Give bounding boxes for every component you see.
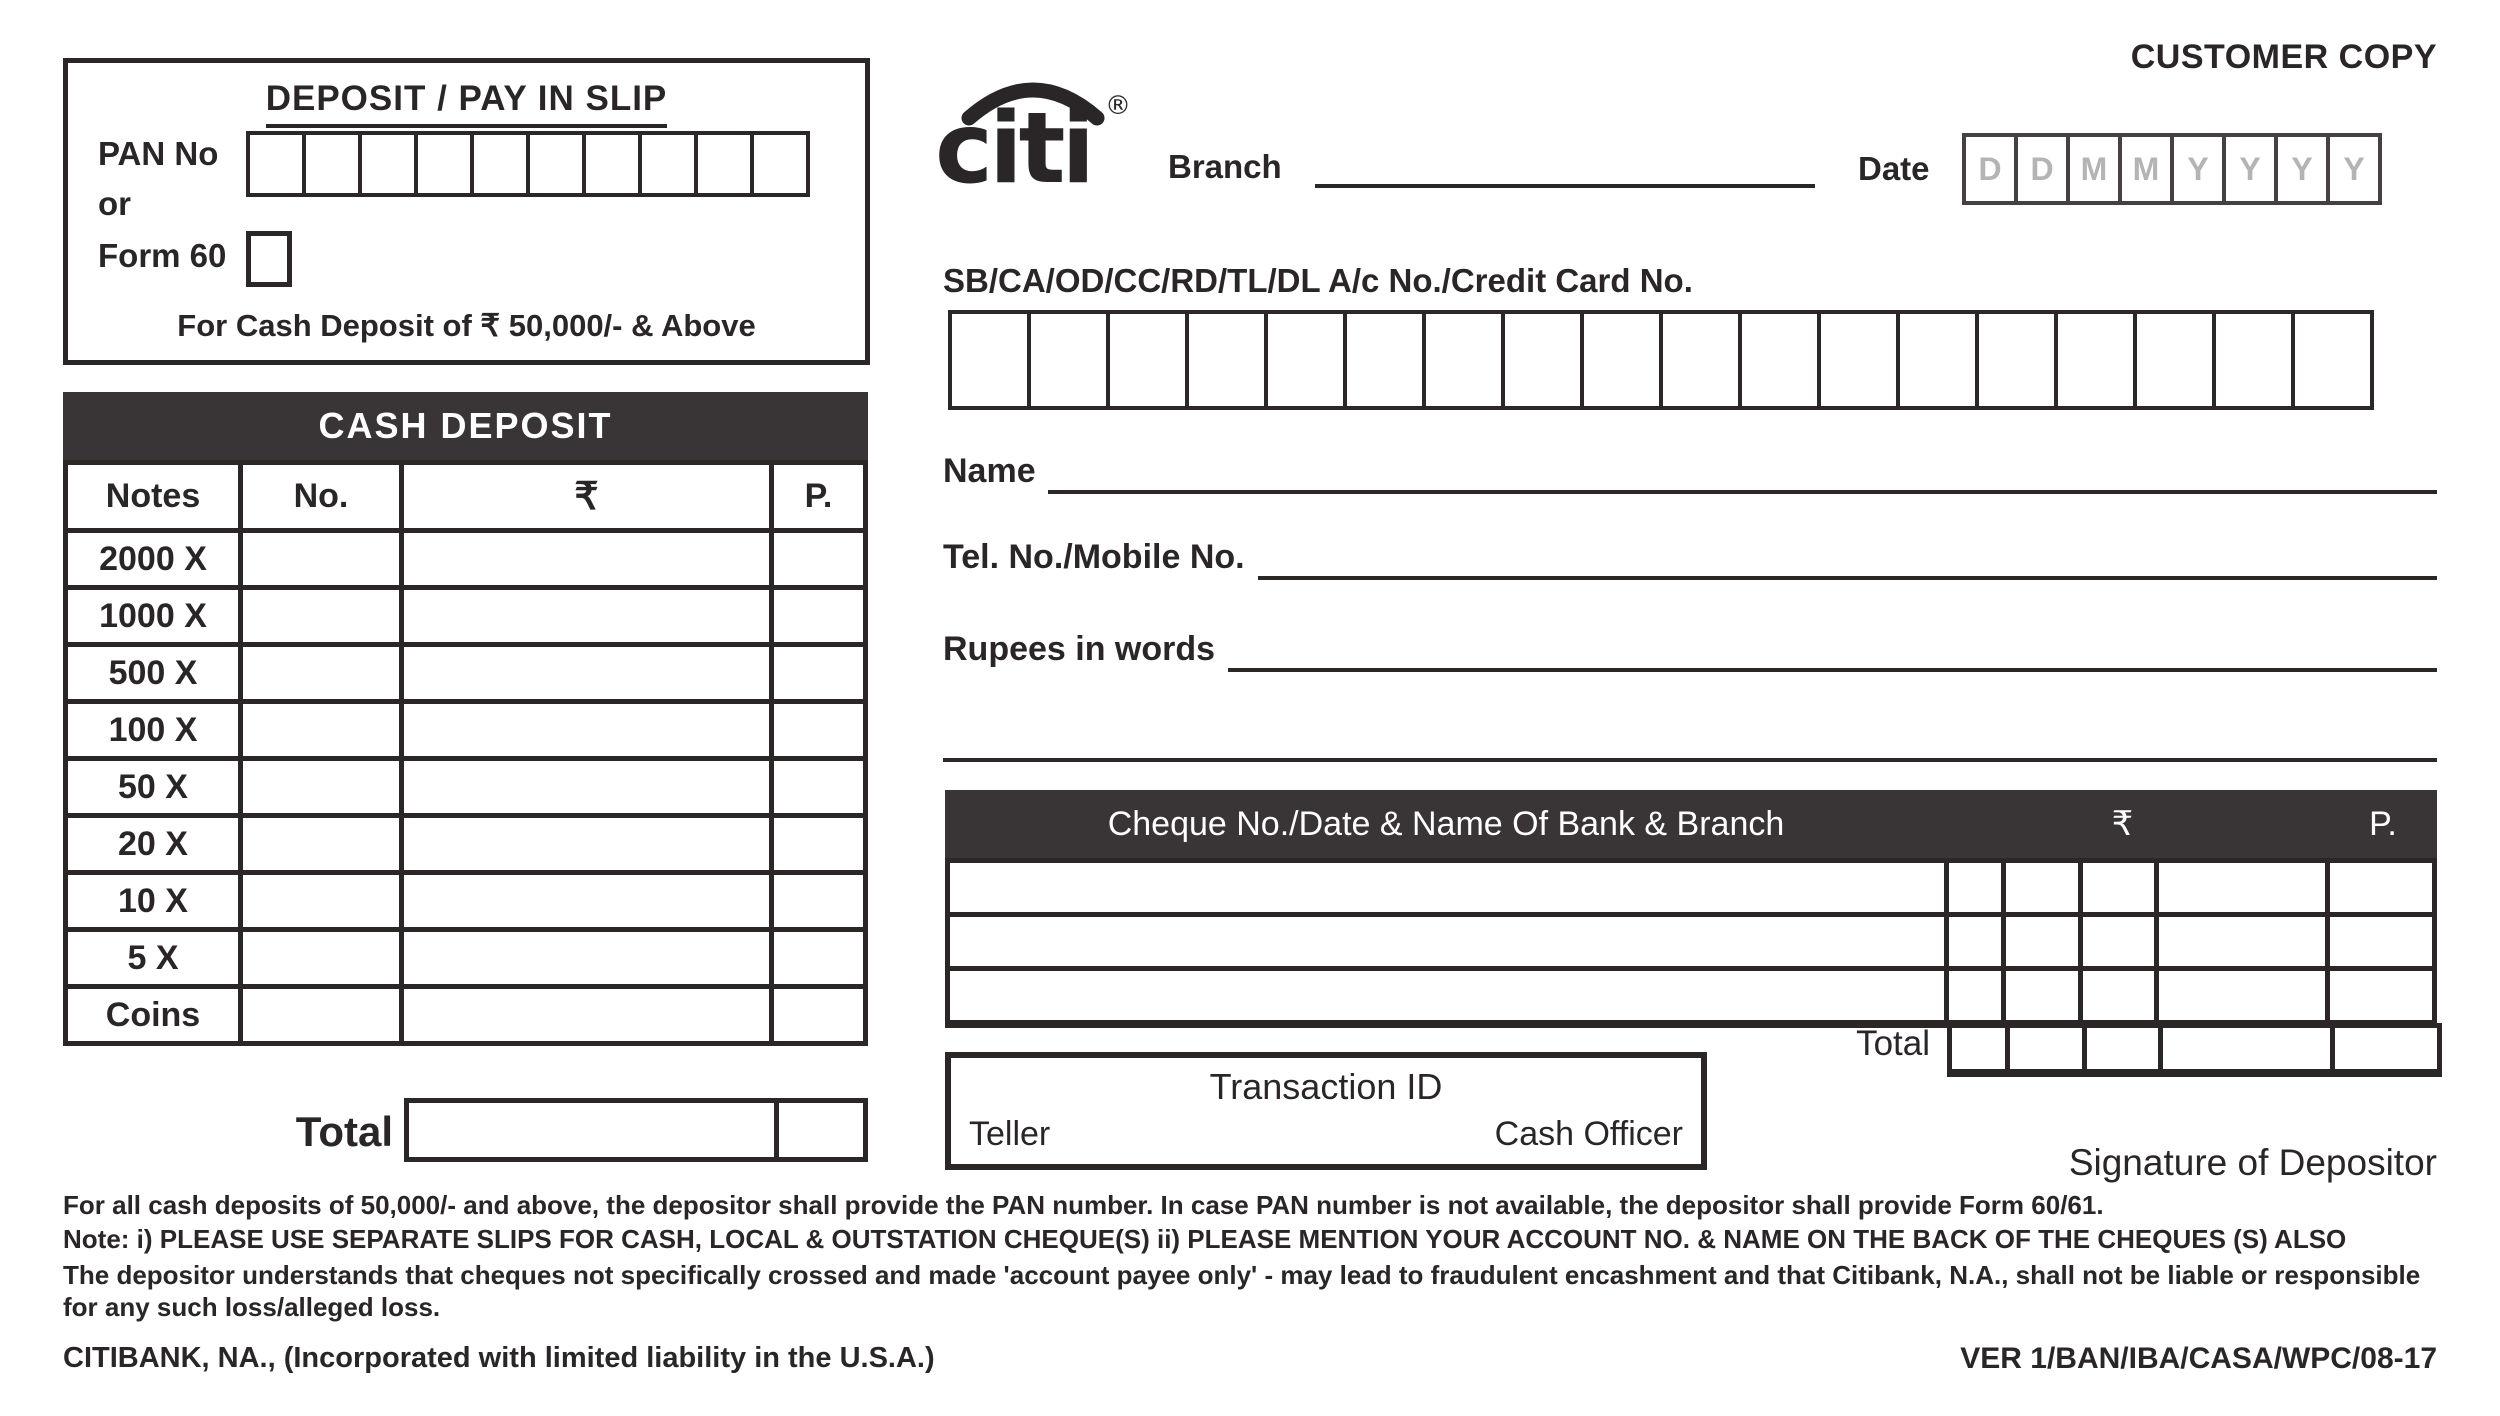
- cheque-paise-cell[interactable]: [2325, 858, 2437, 917]
- cash-no-cell[interactable]: [238, 984, 404, 1046]
- cheque-table-row: [945, 966, 2437, 1025]
- tel-line[interactable]: [1258, 576, 2437, 580]
- pan-cell[interactable]: [470, 131, 530, 197]
- cash-paise-cell[interactable]: [769, 699, 868, 761]
- cash-rupees-cell[interactable]: [399, 699, 774, 761]
- cheque-amount-cell[interactable]: [1944, 858, 2007, 917]
- pan-cell[interactable]: [638, 131, 698, 197]
- date-cell[interactable]: Y: [2222, 133, 2278, 205]
- date-cells: [1962, 133, 2382, 205]
- cash-paise-cell[interactable]: [769, 927, 868, 989]
- cash-table-header-row: [63, 460, 868, 533]
- pan-cell[interactable]: [246, 131, 306, 197]
- cheque-table-body: [945, 858, 2437, 1025]
- date-cell[interactable]: Y: [2170, 133, 2226, 205]
- cheque-total-row: [1947, 1023, 2442, 1077]
- cash-table-row: [63, 528, 868, 590]
- pan-number-cells: [246, 131, 810, 197]
- cash-rupees-cell[interactable]: [399, 585, 774, 647]
- account-digit-cell[interactable]: [1738, 310, 1821, 410]
- cash-paise-cell[interactable]: [769, 813, 868, 875]
- date-cell[interactable]: Y: [2326, 133, 2382, 205]
- cheque-amount-cell[interactable]: [2154, 858, 2330, 917]
- pan-panel-title: [68, 79, 865, 128]
- account-digit-cell[interactable]: [2212, 310, 2295, 410]
- cash-denomination-label: 20 X: [63, 813, 243, 875]
- branch-line[interactable]: [1315, 184, 1815, 188]
- signature-label: Signature of Depositor: [2068, 1142, 2437, 1183]
- account-digit-cell[interactable]: [1896, 310, 1979, 410]
- pan-panel: [63, 58, 870, 365]
- branch-label: Branch: [1168, 148, 1282, 185]
- cash-rupees-cell[interactable]: [399, 756, 774, 818]
- cash-table-row: [63, 642, 868, 704]
- cheque-amount-cell[interactable]: [2154, 912, 2330, 971]
- cash-denomination-label: 2000 X: [63, 528, 243, 590]
- account-digit-cell[interactable]: [1343, 310, 1426, 410]
- cash-no-cell[interactable]: [238, 813, 404, 875]
- cash-table-row: [63, 870, 868, 932]
- cash-paise-cell[interactable]: [769, 528, 868, 590]
- account-digit-cell[interactable]: [1817, 310, 1900, 410]
- cash-deposit-title-bar: [63, 392, 868, 460]
- cheque-description-cell[interactable]: [945, 966, 1949, 1025]
- cheque-amount-cell[interactable]: [2001, 912, 2083, 971]
- pan-cell[interactable]: [582, 131, 642, 197]
- cash-table-body: [63, 528, 868, 1046]
- footer-line-1: For all cash deposits of 50,000/- and above, the depositor shall provide the PAN number. In case PAN number is not available, the depositor shall provide Form 60/61.: [63, 1190, 2104, 1220]
- pan-cell[interactable]: [694, 131, 754, 197]
- form-version: VER 1/BAN/IBA/CASA/WPC/08-17: [1960, 1342, 2437, 1375]
- cash-rupees-cell[interactable]: [399, 642, 774, 704]
- account-digit-cell[interactable]: [1422, 310, 1505, 410]
- cash-total-paise-cell[interactable]: [774, 1098, 868, 1162]
- cheque-amount-cell[interactable]: [1944, 966, 2007, 1025]
- cash-col-rupees: ₹: [399, 460, 774, 533]
- cash-denomination-label: 500 X: [63, 642, 243, 704]
- svg-text:®: ®: [1105, 91, 1131, 121]
- form60-label: Form 60: [98, 237, 227, 274]
- cheque-total-paise-cell[interactable]: [2330, 1023, 2442, 1077]
- cheque-table: [945, 790, 2437, 1025]
- cash-no-cell[interactable]: [238, 927, 404, 989]
- date-cell[interactable]: M: [2118, 133, 2174, 205]
- transaction-box: [945, 1052, 1707, 1170]
- cheque-total-cell[interactable]: [2005, 1023, 2087, 1077]
- date-cell[interactable]: M: [2066, 133, 2122, 205]
- pan-cell[interactable]: [358, 131, 418, 197]
- account-digit-cell[interactable]: [2054, 310, 2137, 410]
- bank-incorporation-line: CITIBANK, NA., (Incorporated with limited liability in the U.S.A.): [63, 1342, 935, 1374]
- cash-denomination-label: 1000 X: [63, 585, 243, 647]
- customer-copy-label: CUSTOMER COPY: [2130, 38, 2437, 76]
- cash-denomination-label: 100 X: [63, 699, 243, 761]
- account-digit-cell[interactable]: [1264, 310, 1347, 410]
- name-label: Name: [943, 452, 1036, 490]
- cheque-col-rupees: ₹: [2111, 805, 2134, 843]
- pan-panel-title-text: DEPOSIT / PAY IN SLIP: [266, 79, 668, 128]
- cash-table-row: [63, 984, 868, 1046]
- cash-rupees-cell[interactable]: [399, 813, 774, 875]
- cash-rupees-cell[interactable]: [399, 870, 774, 932]
- date-label: Date: [1858, 150, 1930, 187]
- cheque-amount-cell[interactable]: [2001, 858, 2083, 917]
- cheque-amount-cell[interactable]: [2078, 858, 2159, 917]
- cash-table-row: [63, 756, 868, 818]
- cheque-total-label: Total: [1856, 1024, 1930, 1063]
- cash-col-paise: P.: [769, 460, 868, 533]
- cash-paise-cell[interactable]: [769, 585, 868, 647]
- date-cell[interactable]: D: [1962, 133, 2018, 205]
- cash-paise-cell[interactable]: [769, 870, 868, 932]
- citi-logo: [935, 78, 1135, 203]
- cash-denomination-label: 50 X: [63, 756, 243, 818]
- transaction-id-label: Transaction ID: [1209, 1066, 1443, 1107]
- cheque-amount-cell[interactable]: [2001, 966, 2083, 1025]
- cash-deposit-table: [63, 392, 868, 1046]
- cash-col-no: No.: [238, 460, 404, 533]
- cheque-amount-cell[interactable]: [2154, 966, 2330, 1025]
- cheque-table-row: [945, 858, 2437, 917]
- cash-no-cell[interactable]: [238, 585, 404, 647]
- cash-denomination-label: 5 X: [63, 927, 243, 989]
- account-digit-cell[interactable]: [1975, 310, 2058, 410]
- tel-label: Tel. No./Mobile No.: [943, 538, 1245, 576]
- cheque-header-bar: [945, 790, 2437, 858]
- pan-cell[interactable]: [302, 131, 362, 197]
- cash-table-row: [63, 699, 868, 761]
- rupees-words-line1[interactable]: [1228, 668, 2437, 672]
- footer-line-4: for any such loss/alleged loss.: [63, 1292, 441, 1322]
- cash-table-row: [63, 813, 868, 875]
- account-digit-cell[interactable]: [1659, 310, 1742, 410]
- account-digit-cell[interactable]: [1501, 310, 1584, 410]
- account-digit-cell[interactable]: [1185, 310, 1268, 410]
- svg-text:citi: citi: [935, 92, 1092, 203]
- account-digit-cell[interactable]: [1580, 310, 1663, 410]
- account-number-cells: [948, 310, 2374, 410]
- cheque-amount-cell[interactable]: [2078, 912, 2159, 971]
- cheque-paise-cell[interactable]: [2325, 912, 2437, 971]
- footer-line-2: Note: i) PLEASE USE SEPARATE SLIPS FOR CASH, LOCAL & OUTSTATION CHEQUE(S) ii) PLEASE MENTION YOUR ACCOUNT NO. & NAME ON THE BACK OF THE CHEQUES (S) ALSO: [63, 1224, 2347, 1254]
- date-cell[interactable]: Y: [2274, 133, 2330, 205]
- cash-no-cell[interactable]: [238, 870, 404, 932]
- cash-officer-label: Cash Officer: [1494, 1115, 1683, 1153]
- cash-rupees-cell[interactable]: [399, 984, 774, 1046]
- date-cell[interactable]: D: [2014, 133, 2070, 205]
- cheque-total-cell[interactable]: [2158, 1023, 2335, 1077]
- footer-line-3: The depositor understands that cheques not specifically crossed and made 'account payee only' - may lead to fraudulent encashment and that Citibank, N.A., shall not be liable or responsible: [63, 1260, 2421, 1290]
- cash-total-rupees-cell[interactable]: [404, 1098, 779, 1162]
- cash-paise-cell[interactable]: [769, 756, 868, 818]
- cheque-total-cell[interactable]: [2082, 1023, 2163, 1077]
- pan-cell[interactable]: [414, 131, 474, 197]
- or-label: or: [98, 185, 131, 222]
- cash-no-cell[interactable]: [238, 756, 404, 818]
- cheque-amount-cell[interactable]: [2078, 966, 2159, 1025]
- cash-table-row: [63, 585, 868, 647]
- cash-no-cell[interactable]: [238, 699, 404, 761]
- cheque-description-cell[interactable]: [945, 912, 1949, 971]
- cash-table-row: [63, 927, 868, 989]
- cash-no-cell[interactable]: [238, 528, 404, 590]
- teller-label: Teller: [969, 1115, 1051, 1153]
- cash-denomination-label: 10 X: [63, 870, 243, 932]
- account-digit-cell[interactable]: [1106, 310, 1189, 410]
- cash-deposit-note: For Cash Deposit of ₹ 50,000/- & Above: [177, 308, 756, 343]
- cash-deposit-title: CASH DEPOSIT: [318, 405, 613, 446]
- cash-rupees-cell[interactable]: [399, 927, 774, 989]
- cheque-description-cell[interactable]: [945, 858, 1949, 917]
- pan-label: PAN No: [98, 135, 219, 172]
- rupees-words-line2[interactable]: [943, 758, 2437, 762]
- cheque-header-title: Cheque No./Date & Name Of Bank & Branch: [1107, 805, 1785, 843]
- cash-denomination-label: Coins: [63, 984, 243, 1046]
- account-label: SB/CA/OD/CC/RD/TL/DL A/c No./Credit Card No.: [943, 262, 1693, 299]
- cash-total-label: Total: [295, 1108, 393, 1155]
- pan-cell[interactable]: [750, 131, 810, 197]
- cash-no-cell[interactable]: [238, 642, 404, 704]
- rupees-words-label: Rupees in words: [943, 630, 1216, 668]
- account-digit-cell[interactable]: [2291, 310, 2374, 410]
- pan-cell[interactable]: [526, 131, 586, 197]
- account-digit-cell[interactable]: [2133, 310, 2216, 410]
- account-digit-cell[interactable]: [948, 310, 1031, 410]
- cheque-paise-cell[interactable]: [2325, 966, 2437, 1025]
- cash-paise-cell[interactable]: [769, 984, 868, 1046]
- name-line[interactable]: [1048, 490, 2437, 494]
- account-digit-cell[interactable]: [1027, 310, 1110, 410]
- cheque-table-row: [945, 912, 2437, 971]
- cheque-amount-cell[interactable]: [1944, 912, 2007, 971]
- cash-col-notes: Notes: [63, 460, 243, 533]
- cheque-col-paise: P.: [2369, 805, 2397, 843]
- cash-rupees-cell[interactable]: [399, 528, 774, 590]
- cheque-total-cell[interactable]: [1947, 1023, 2010, 1077]
- form60-checkbox[interactable]: [246, 231, 292, 287]
- cash-paise-cell[interactable]: [769, 642, 868, 704]
